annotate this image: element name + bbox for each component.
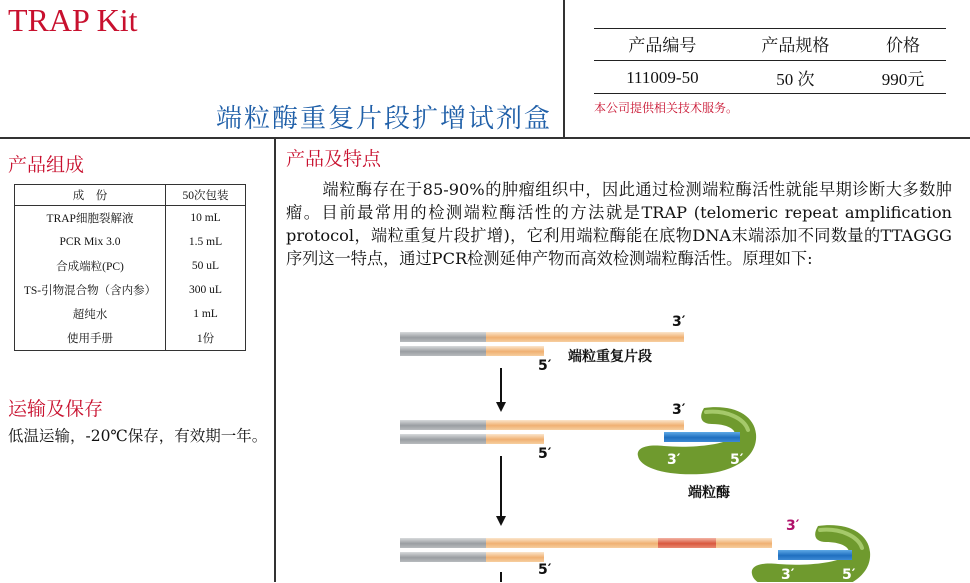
component-name: TRAP细胞裂解液 — [15, 206, 166, 231]
arrow-head-icon — [496, 516, 506, 526]
service-note: 本公司提供相关技术服务。 — [594, 101, 739, 115]
header-package: 50次包装 — [166, 185, 246, 206]
telomere-repeat-segment — [486, 538, 544, 548]
substrate-strand-bottom — [400, 346, 486, 356]
arrow-down-icon — [500, 572, 502, 582]
telomere-repeat-segment — [544, 420, 602, 430]
price: 990元 — [860, 61, 946, 94]
three-prime-label: 3′ — [672, 402, 686, 418]
header-product-spec: 产品规格 — [731, 29, 860, 61]
component-amount: 300 uL — [189, 284, 222, 296]
product-spec: 50 次 — [731, 61, 860, 94]
storage-heading: 运输及保存 — [8, 398, 104, 420]
component-amount: 10 mL — [190, 212, 221, 224]
component-name: 使用手册 — [15, 326, 166, 351]
telomere-repeat-segment — [486, 434, 544, 444]
component-amount: 1份 — [196, 333, 215, 345]
substrate-strand-top — [400, 332, 486, 342]
telomerase-label: 端粒酶 — [688, 485, 730, 501]
five-prime-label: 5′ — [538, 358, 552, 374]
five-prime-label: 5′ — [538, 562, 552, 578]
telomere-repeat-segment — [486, 332, 544, 342]
three-prime-label: 3′ — [672, 314, 686, 330]
component-name: PCR Mix 3.0 — [15, 230, 166, 254]
composition-heading: 产品组成 — [8, 154, 85, 176]
component-name: 合成端粒(PC) — [15, 254, 166, 278]
telomere-repeat-segment — [486, 420, 544, 430]
enzyme-three-prime-label: 3′ — [667, 452, 681, 468]
component-amount: 50 uL — [191, 260, 220, 272]
telomere-repeat-segment — [544, 538, 602, 548]
enzyme-five-prime-label: 5′ — [730, 452, 744, 468]
arrow-down-icon — [500, 456, 502, 518]
telomere-repeat-segment — [602, 332, 684, 342]
telomere-repeat-segment — [486, 552, 544, 562]
features-heading: 产品及特点 — [286, 148, 382, 170]
product-number: 111009-50 — [594, 61, 731, 94]
header-component: 成 份 — [15, 185, 166, 206]
product-title-cn: 端粒酶重复片段扩增试剂盒 — [216, 104, 553, 134]
component-name: TS-引物混合物（含内参） — [15, 278, 166, 302]
three-prime-label-highlight: 3′ — [786, 518, 800, 534]
telomere-repeat-label: 端粒重复片段 — [568, 349, 652, 365]
primer-strand — [664, 432, 740, 442]
substrate-strand-top — [400, 538, 486, 548]
substrate-strand-bottom — [400, 552, 486, 562]
arrow-down-icon — [500, 368, 502, 404]
enzyme-five-prime-label: 5′ — [842, 567, 856, 583]
telomere-repeat-segment — [602, 538, 658, 548]
substrate-strand-top — [400, 420, 486, 430]
header-product-number: 产品编号 — [594, 29, 731, 61]
features-intro-text: 端粒酶存在于85-90%的肿瘤组织中，因此通过检测端粒酶活性就能早期诊断大多数肿瘤。目前最常用的检测端粒酶活性的方法就是TRAP (telomeric repeat amplification protocol，端粒重复片段扩增)，它利用端粒酶能在底物DNA末端添加不同数量的TTAGGG序列这一特点，通过PCR检测延伸产物而高效检测端粒酶活性。原理如下: — [286, 180, 952, 268]
substrate-strand-bottom — [400, 434, 486, 444]
storage-text: 低温运输，-20℃保存，有效期一年。 — [8, 427, 268, 445]
extension-segment — [658, 538, 716, 548]
component-amount: 1 mL — [193, 308, 218, 320]
five-prime-label: 5′ — [538, 446, 552, 462]
primer-strand — [778, 550, 852, 560]
telomere-repeat-segment — [486, 346, 544, 356]
component-amount: 1.5 mL — [188, 236, 223, 248]
header-price: 价格 — [860, 29, 946, 61]
telomere-repeat-segment — [544, 332, 602, 342]
component-name: 超纯水 — [15, 302, 166, 326]
arrow-head-icon — [496, 402, 506, 412]
kit-title: TRAP Kit — [8, 2, 138, 38]
enzyme-three-prime-label: 3′ — [781, 567, 795, 583]
